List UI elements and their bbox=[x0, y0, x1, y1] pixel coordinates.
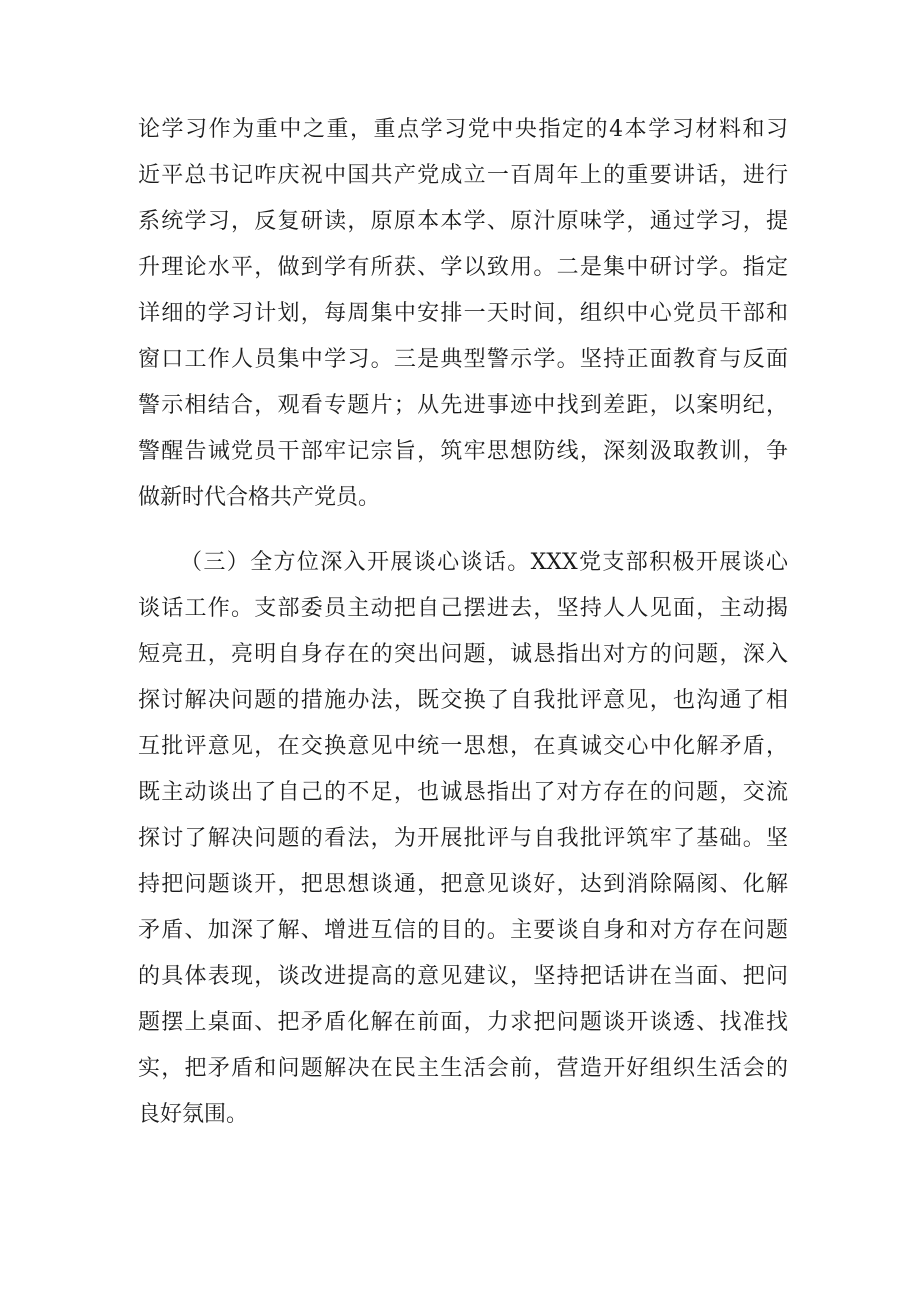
paragraph-2-line-1: （三）全方位深入开展谈心谈话。XXX党支部积极开展谈心 bbox=[180, 550, 788, 575]
paragraph-1-line-9: 做新时代合格共产党员。 bbox=[138, 485, 381, 510]
paragraph-1-line-2: 近平总书记咋庆祝中国共产党成立一百周年上的重要讲话，进行 bbox=[138, 163, 788, 188]
paragraph-2-line-9: 矛盾、加深了解、增进互信的目的。主要谈自身和对方存在问题 bbox=[138, 918, 788, 943]
paragraph-2-line-13: 良好氛围。 bbox=[138, 1102, 249, 1127]
paragraph-2-line-2: 谈话工作。支部委员主动把自己摆进去，坚持人人见面，主动揭 bbox=[138, 596, 788, 621]
paragraph-2-line-6: 既主动谈出了自己的不足，也诚恳指出了对方存在的问题，交流 bbox=[138, 780, 788, 805]
paragraph-1-line-6: 窗口工作人员集中学习。三是典型警示学。坚持正面教育与反面 bbox=[138, 347, 788, 372]
paragraph-2-line-10: 的具体表现，谈改进提高的意见建议，坚持把话讲在当面、把问 bbox=[138, 964, 788, 989]
paragraph-1-line-4: 升理论水平，做到学有所获、学以致用。二是集中研讨学。指定 bbox=[138, 255, 788, 280]
paragraph-2-line-4: 探讨解决问题的措施办法，既交换了自我批评意见，也沟通了相 bbox=[138, 688, 788, 713]
paragraph-2-line-11: 题摆上桌面、把矛盾化解在前面，力求把问题谈开谈透、找准找 bbox=[138, 1010, 788, 1035]
paragraph-1-line-5: 详细的学习计划，每周集中安排一天时间，组织中心党员干部和 bbox=[138, 301, 788, 326]
paragraph-2-line-7: 探讨了解决问题的看法，为开展批评与自我批评筑牢了基础。坚 bbox=[138, 826, 788, 851]
paragraph-2-line-5: 互批评意见，在交换意见中统一思想，在真诚交心中化解矛盾， bbox=[138, 734, 788, 759]
paragraph-1-line-7: 警示相结合，观看专题片；从先进事迹中找到差距，以案明纪， bbox=[138, 393, 788, 418]
paragraph-1-line-3: 系统学习，反复研读，原原本本学、原汁原味学，通过学习，提 bbox=[138, 209, 788, 234]
paragraph-2-line-3: 短亮丑，亮明自身存在的突出问题，诚恳指出对方的问题，深入 bbox=[138, 642, 788, 667]
paragraph-1-line-8: 警醒告诫党员干部牢记宗旨，筑牢思想防线，深刻汲取教训，争 bbox=[138, 439, 788, 464]
paragraph-2-line-12: 实，把矛盾和问题解决在民主生活会前，营造开好组织生活会的 bbox=[138, 1056, 788, 1081]
paragraph-1-line-1: 论学习作为重中之重，重点学习党中央指定的4本学习材料和习 bbox=[138, 117, 788, 142]
paragraph-2-line-8: 持把问题谈开，把思想谈通，把意见谈好，达到消除隔阂、化解 bbox=[138, 872, 788, 897]
